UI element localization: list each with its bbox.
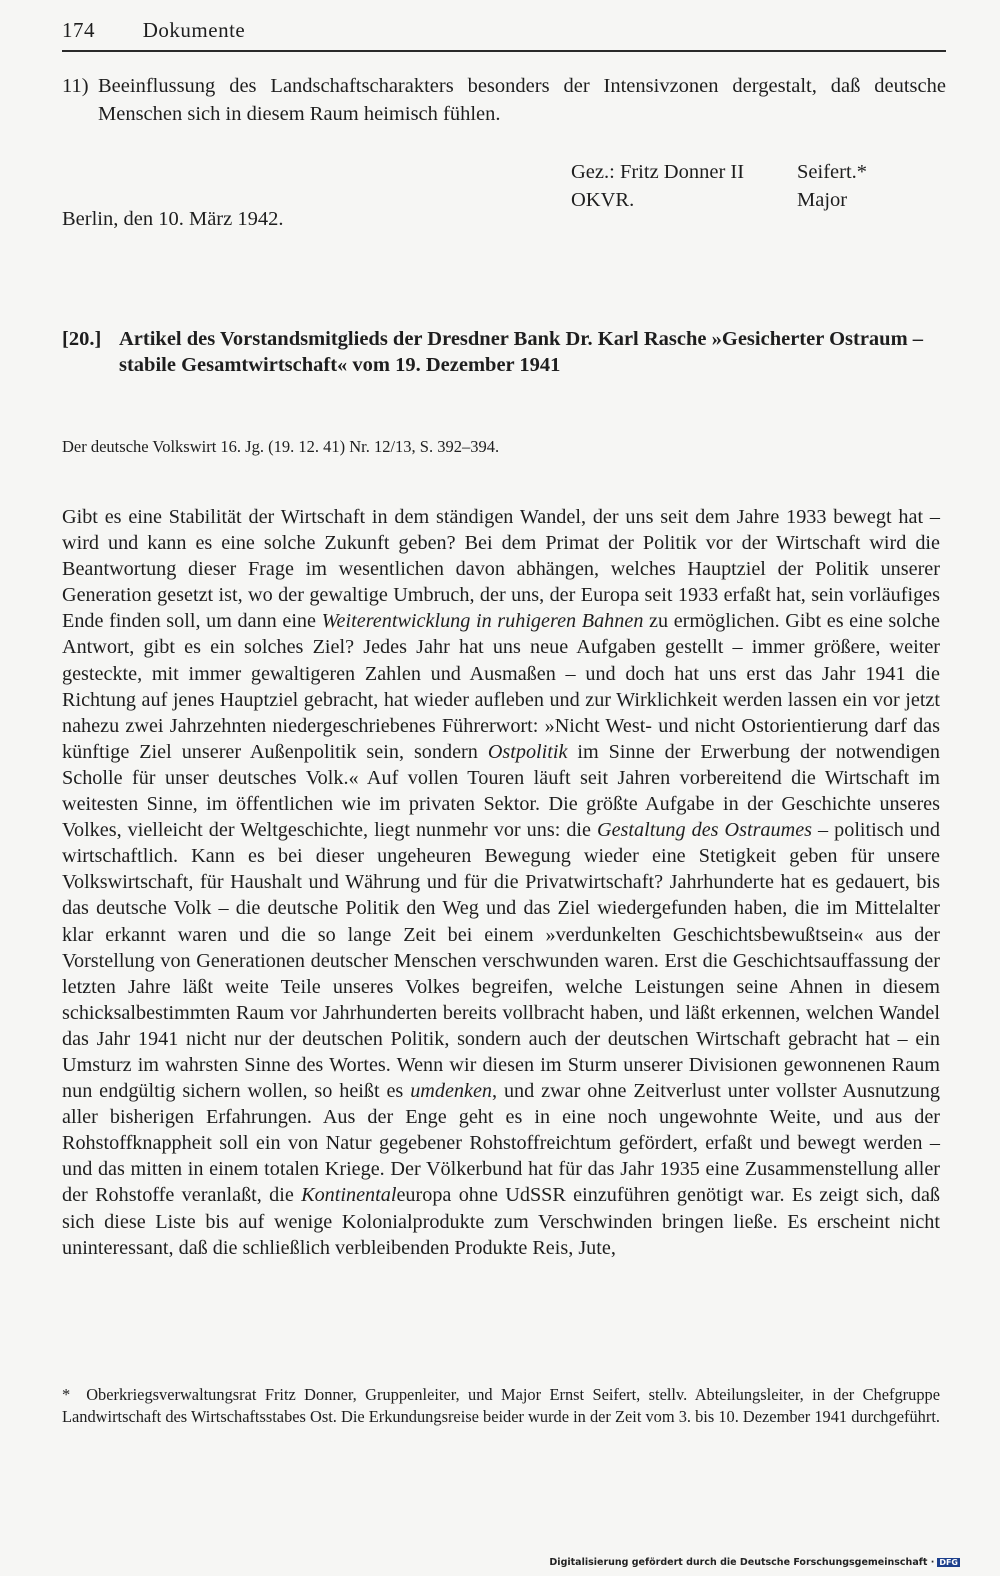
emphasis: umdenken (410, 1080, 493, 1103)
source-citation: Der deutsche Volkswirt 16. Jg. (19. 12. 41) Nr. 12/13, S. 392–394. (62, 437, 500, 456)
body-segment: , und zwar ohne Zeitverlust unter vollster Ausnutzung aller bisherigen Erfahrungen. Aus der Enge geht es in eine noch ungewohnte Weite, und aus der Rohstoffknappheit soll ein von Natur gegebener Rohstoffreichtum gefördert, erfaßt und bewegt werden – und das mitten in einem totalen Kriege. Der Völkerbund hat für das Jahr 1935 eine Zusammenstellung aller der Rohstoffe veranlaßt, die (62, 1080, 940, 1207)
digitization-credit (549, 1557, 960, 1568)
document-title: Artikel des Vorstandsmitglieds der Dresdner Bank Dr. Karl Rasche »Gesicherter Ostraum – stabile Gesamtwirtschaft« vom 19. Dezember 1941 (119, 328, 924, 376)
signature-name: Seifert.* (797, 161, 868, 183)
page-number: 174 (62, 18, 95, 42)
body-text (62, 504, 940, 1261)
section-title: Dokumente (142, 18, 246, 42)
body-segment: – politisch und wirtschaftlich. Kann es bei dieser ungeheuren Bewegung wieder eine Stetigkeit geben für unsere Volkswirtschaft, für Haushalt und Währung und für die Privatwirtschaft? Jahrhunderte hat es gedauert, bis das deutsche Volk – die deutsche Politik den Weg und das Ziel wiedergefunden haben, die im Mittelalter klar erkannt waren und die so lange Zeit bei einem »verdunkelten Geschichtsbewußtsein« aus der Vorstellung von Generationen deutscher Menschen verschwunden waren. Erst die Geschichtsauffassung der letzten Jahre läßt weite Teile unseres Volkes begreifen, welche Leistungen seine Ahnen in diesem schicksalbestimmten Raum vor Jahrhunderten bereits vollbracht haben, und läßt erkennen, welchen Wandel das Jahr 1941 nicht nur der deutschen Politik, sondern auch der deutschen Wirtschaft gebracht hat – ein Umsturz im wahrsten Sinne des Wortes. Wenn wir diesen im Sturm unserer Divisionen gewonnenen Raum nun endgültig sichern wollen, so heißt es (62, 819, 940, 1103)
body-segment: zu ermöglichen. Gibt es eine solche Antwort, gibt es ein solches Ziel? Jedes Jahr hat uns neue Aufgaben gestellt – immer größere, weiter gesteckte, mit immer gewaltigeren Zahlen und Ausmaßen – und doch hat uns erst das Jahr 1941 die Richtung auf jenes Hauptziel gebracht, hat wieder aufleben und zur Wirklichkeit werden lassen ein vor jetzt nahezu zwei Jahrzehnten niedergeschriebenes Führerwort: »Nicht West- und nicht Ostorientierung darf das künftige Ziel unserer Außenpolitik sein, sondern (62, 610, 940, 763)
list-item-11 (62, 72, 946, 128)
footnote-text: Oberkriegsverwaltungsrat Fritz Donner, Gruppenleiter, und Major Ernst Seifert, stellv. Abteilungsleiter, in der Chefgruppe Landwirtschaft des Wirtschaftsstabes Ost. Die Erkundungsreise beider wurde in der Zeit vom 3. bis 10. Dezember 1941 durchgeführt. (62, 1385, 940, 1426)
emphasis: Weiterentwicklung in ruhigeren Bahnen (321, 610, 644, 633)
item-text: Beeinflussung des Landschaftscharakters besonders der Intensivzonen dergestalt, daß deutsche Menschen sich in diesem Raum heimisch fühlen. (98, 75, 946, 125)
signature-name: Gez.: Fritz Donner II (571, 161, 745, 183)
body-segment: europa ohne UdSSR einzuführen genötigt war. Es zeigt sich, daß sich diese Liste bis auf wenige Kolonialprodukte zum Verschwinden bringen ließe. Es erscheint nicht uninteressant, daß die schließlich verbleibenden Produkte Reis, Jute, (62, 1184, 940, 1259)
signature-donner (571, 158, 744, 214)
emphasis: Gestaltung des Ostraumes (597, 819, 813, 842)
footnote-mark: * (62, 1385, 71, 1404)
emphasis: Kontinental (301, 1184, 397, 1207)
dfg-logo: DFG (939, 1558, 958, 1567)
signature-title: Major (797, 189, 848, 211)
signature-title: OKVR. (571, 189, 635, 211)
footnote (62, 1384, 940, 1428)
running-header (62, 18, 245, 43)
document-heading (62, 326, 932, 378)
body-segment: im Sinne der Erwerbung der notwendigen Scholle für unser deutsches Volk.« Auf vollen Touren läuft seit Jahren vorbereitend die Wirtschaft im weitesten Sinne, im öffentlichen wie im privaten Sektor. Die größte Aufgabe in der Geschichte unseres Volkes, vielleicht der Weltgeschichte, liegt nunmehr vor uns: die (62, 740, 940, 842)
header-rule (62, 50, 946, 52)
item-number: 11) (62, 75, 89, 97)
body-segment: Gibt es eine Stabilität der Wirtschaft in dem ständigen Wandel, der uns seit dem Jahre 1933 bewegt hat – wird und kann es eine solche Zukunft geben? Bei dem Primat der Politik vor der Wirtschaft wird die Beantwortung dieser Frage im wesentlichen davon abhängen, welches Hauptziel der Politik unserer Generation gesetzt ist, wo der gewaltige Umbruch, der uns, der Europa seit 1933 erfaßt hat, sein vorläufiges Ende finden soll, um dann eine (62, 506, 940, 633)
place-date: Berlin, den 10. März 1942. (62, 208, 284, 230)
document-number: [20.] (62, 328, 102, 350)
credit-text: Digitalisierung gefördert durch die Deutsche Forschungsgemeinschaft · (549, 1557, 935, 1568)
signature-seifert (797, 158, 867, 214)
emphasis: Ostpolitik (487, 740, 568, 763)
